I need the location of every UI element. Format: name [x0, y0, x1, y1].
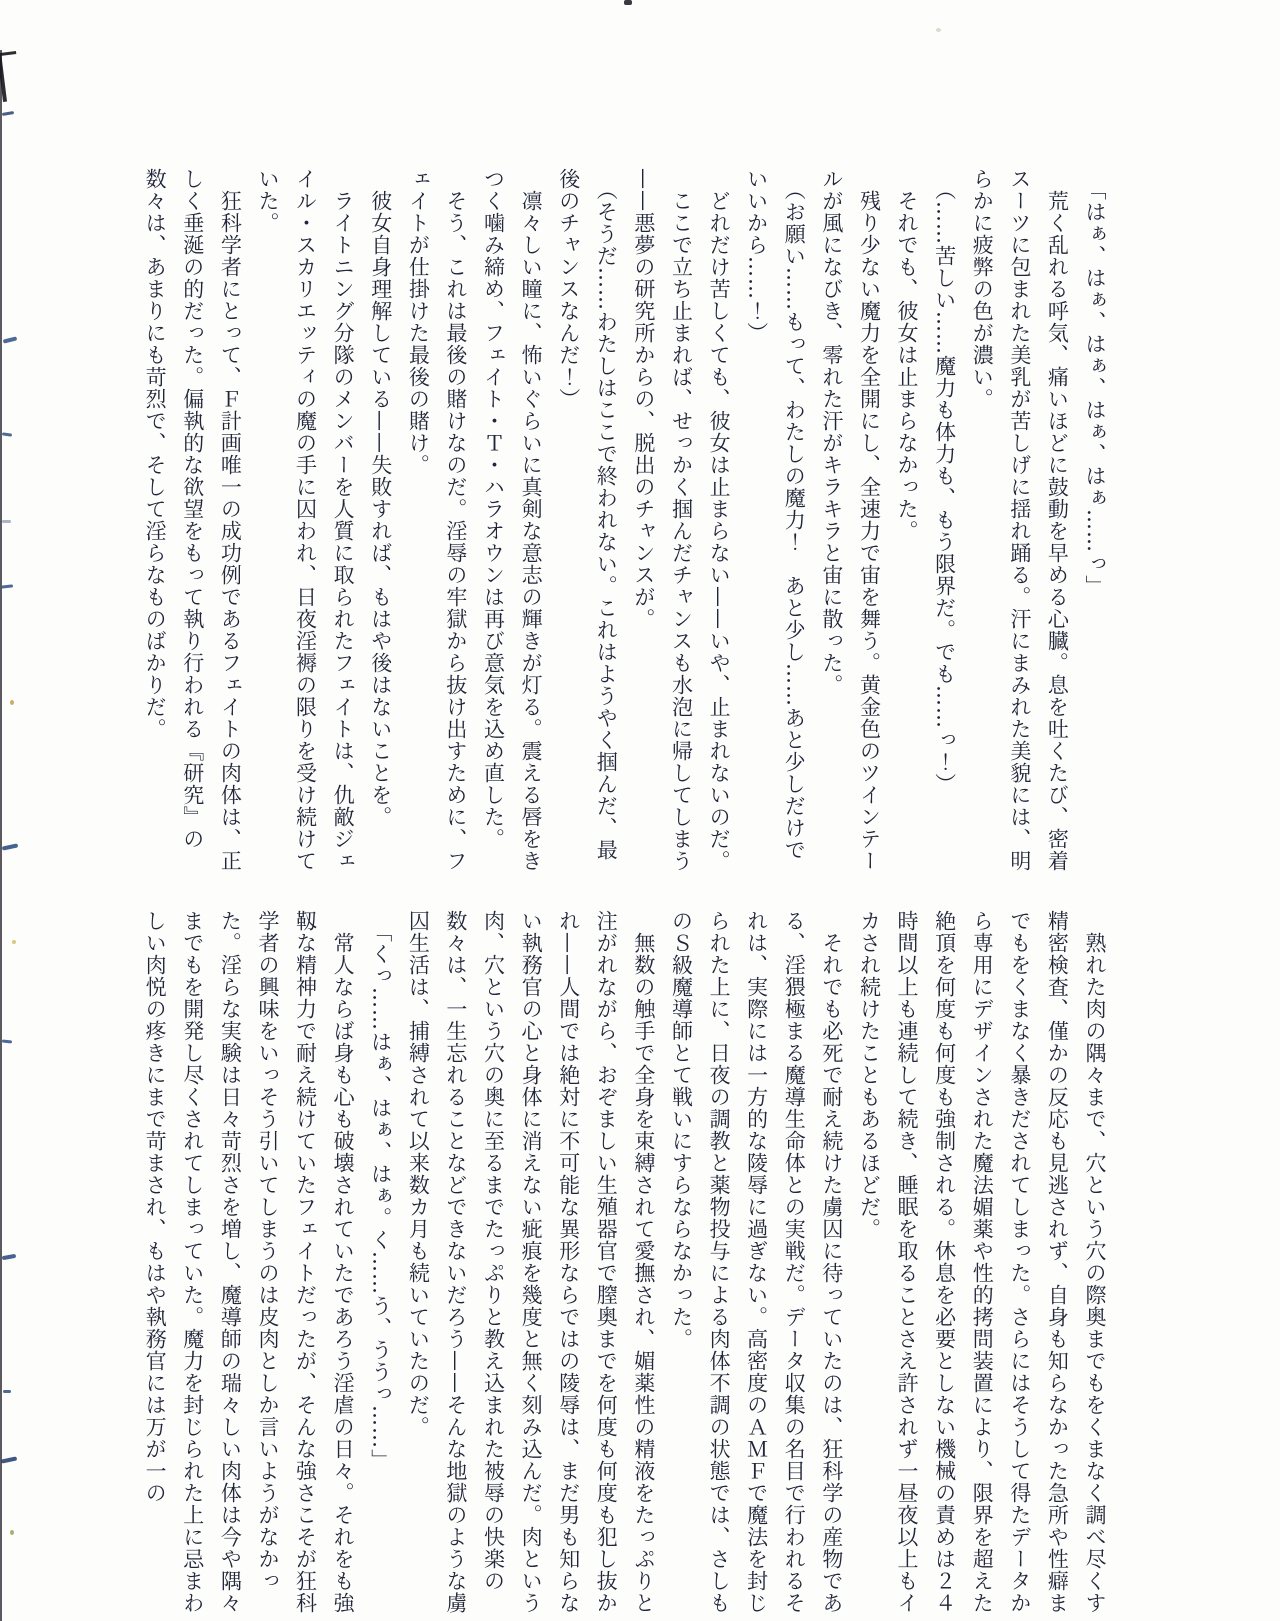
paragraph: 狂科学者にとって、Ｆ計画唯一の成功例であるフェイトの肉体は、正しく垂涎の的だった。偏執的な欲望をもって執り行われる『研究』の数々は、あまりにも苛烈で、そして淫らなものばかりだ。	[143, 168, 243, 872]
paragraph: 無数の触手で全身を束縛されて愛撫され、媚薬性の精液をたっぷりと注がれながら、おぞましい生殖器官で膣奥までを何度も何度も犯し抜かれ——人間では絶対に不可能な異形ならではの陵辱は、まだ男も知らない執務官の心と身体に消えない疵痕を幾度と無く刻み込んだ。肉という肉、穴という穴の奥に至るまでたっぷりと教え込まれた被辱の快楽の数々は、一生忘れることなどできないだろう——そんな地獄のような虜囚生活は、捕縛されて以来数カ月も続いていたのだ。	[406, 910, 656, 1614]
scan-artifact-hook	[0, 51, 22, 102]
scan-artifact-smudge	[936, 28, 941, 32]
scan-artifact-smudge	[10, 1530, 14, 1535]
paragraph-thought: （そうだ……わたしはここで終われない。これはようやく掴んだ、最後のチャンスなんだ！）	[556, 168, 619, 861]
paragraph: 常人ならば身も心も破壊されていたであろう淫虐の日々。それをも強靱な精神力で耐え続けていたフェイトだったが、そんな強さこそが狂科学者の興味をいっそう引いてしまうのは皮肉としか言いようがなかった。淫らな実験は日々苛烈さを増し、魔導師の瑞々しい肉体は今や隅々までもを開発し尽くされてしまっていた。魔力を封じられた上に忌まわしい肉悦の疼きにまで苛まされ、もはや執務官には万が一の	[143, 910, 356, 1614]
paragraph-thought: （お願い……もって、わたしの魔力！ あと少し……あと少しだけでいいから……！）	[744, 168, 807, 861]
scan-artifact-smudge	[3, 336, 18, 343]
scan-artifact-smudge	[1, 584, 13, 588]
scan-artifact-smudge	[3, 1390, 11, 1393]
paragraph-dialogue: 「くっ……はぁ、はぁ、はぁ。く……う、ううっ……」	[368, 921, 393, 1471]
paragraph: ライトニング分隊のメンバーを人質に取られたフェイトは、仇敵ジェイル・スカリエッティの魔の手に囚われ、日夜淫褥の限りを受け続けていた。	[255, 168, 356, 872]
paragraph: 残り少ない魔力を全開にし、全速力で宙を舞う。黄金色のツインテールが風になびき、零れた汗がキラキラと宙に散った。	[819, 168, 882, 872]
scan-artifact-smudge	[2, 1254, 16, 1260]
scan-edge-shadow	[0, 50, 2, 1621]
scan-artifact-smudge	[2, 1039, 12, 1043]
scan-artifact-smudge	[10, 700, 14, 705]
scan-artifact-smudge	[2, 432, 12, 436]
scan-artifact-smudge	[2, 520, 11, 523]
scan-artifact-speck	[624, 0, 632, 5]
top-text-block	[135, 168, 1113, 873]
paragraph: 凛々しい瞳に、怖いぐらいに真剣な意志の輝きが灯る。震える唇をきつく噛み締め、フェイト・Ｔ・ハラオウンは再び意気を込め直した。	[481, 168, 544, 872]
scan-artifact-smudge	[12, 940, 16, 944]
paragraph: どれだけ苦しくても、彼女は止まらない——いや、止まれないのだ。	[707, 190, 732, 872]
paragraph-thought: （……苦しい……魔力も体力も、もう限界だ。でも……っ！）	[932, 179, 957, 795]
paragraph: ここで立ち止まれば、せっかく掴んだチャンスも水泡に帰してしまう——悪夢の研究所からの、脱出のチャンスが。	[631, 168, 694, 872]
scan-artifact-smudge	[1, 1456, 17, 1463]
scan-artifact-smudge	[2, 111, 14, 116]
paragraph: それでも、彼女は止まらなかった。	[895, 190, 920, 542]
paragraph: それでも必死で耐え続けた虜囚に待っていたのは、狂科学の産物である、淫猥極まる魔導生命体との実戦だ。データ収集の名目で行われるそれは、実際には一方的な陵辱に過ぎない。高密度のＡＭＦで魔法を封じられた上に、日夜の調教と薬物投与による肉体不調の状態では、さしものＳ級魔導師とて戦いにすらならなかった。	[669, 910, 844, 1614]
bottom-text-block	[135, 910, 1113, 1615]
paragraph-dialogue: 「はぁ、はぁ、はぁ、はぁ、はぁ……っ」	[1083, 179, 1107, 597]
paragraph: 彼女自身理解している——失敗すれば、もはや後はないことを。	[368, 190, 393, 828]
paragraph: そう、これは最後の賭けなのだ。淫辱の牢獄から抜け出すために、フェイトが仕掛けた最後の賭け。	[406, 168, 468, 872]
scan-artifact-smudge	[2, 843, 18, 850]
paragraph: 熟れた肉の隅々まで、穴という穴の際奥までもをくまなく調べ尽くす精密検査、僅かの反応も見逃されず、自身も知らなかった急所や性癖までもをくまなく暴きだされてしまった。さらにはそうして得たデータから専用にデザインされた魔法媚薬や性的拷問装置により、限界を超えた絶頂を何度も何度も強制される。休息を必要としない機械の責めは２４時間以上も連続して続き、睡眠を取ることさえ許されず一昼夜以上もイカされ続けたこともあるほどだ。	[857, 910, 1107, 1614]
paragraph: 荒く乱れる呼気、痛いほどに鼓動を早める心臓。息を吐くたび、密着スーツに包まれた美乳が苦しげに揺れ踊る。汗にまみれた美貌には、明らかに疲弊の色が濃い。	[970, 168, 1070, 872]
